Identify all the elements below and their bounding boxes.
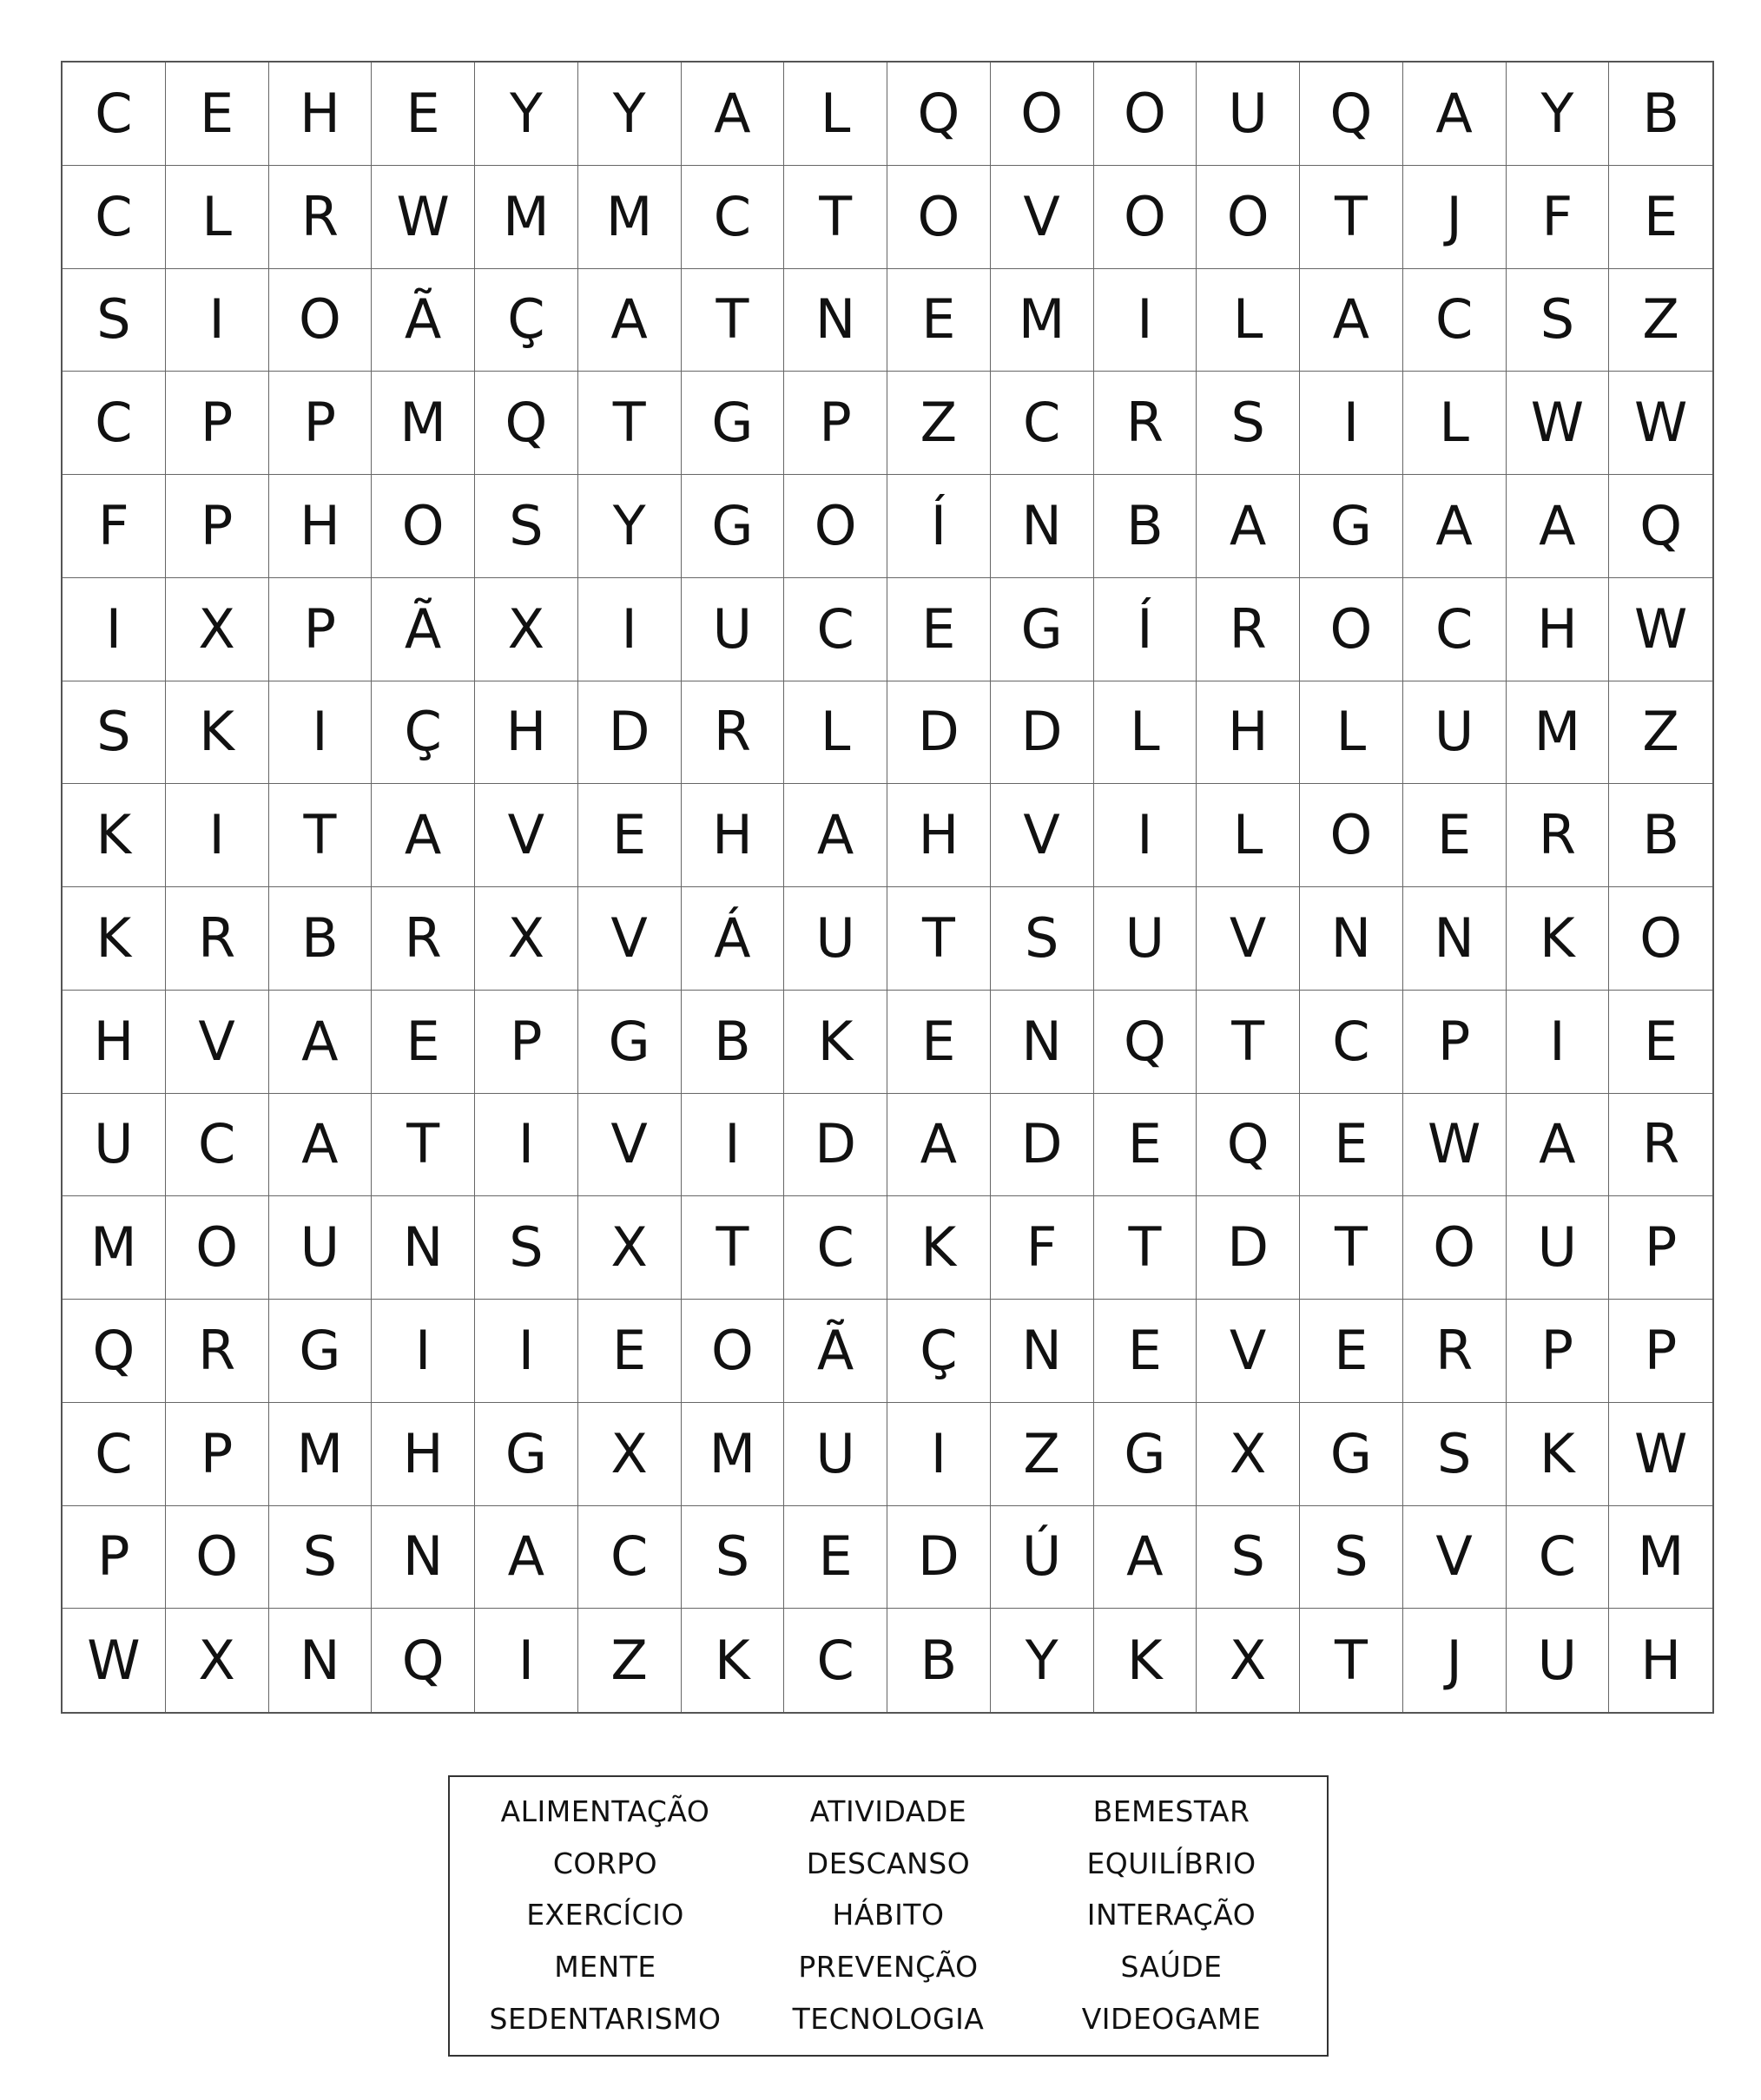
grid-cell[interactable]: Z	[991, 1403, 1094, 1506]
word-bank-item: HÁBITO	[832, 1898, 945, 1932]
grid-cell[interactable]: V	[578, 1094, 682, 1197]
grid-cell[interactable]: Ç	[372, 681, 475, 785]
grid-cell[interactable]: I	[372, 1300, 475, 1403]
grid-cell[interactable]: R	[372, 887, 475, 991]
grid-cell[interactable]: L	[1197, 269, 1300, 372]
grid-cell[interactable]: C	[1507, 1506, 1610, 1610]
grid-cell[interactable]: O	[1300, 578, 1403, 681]
grid-cell[interactable]: U	[1507, 1609, 1610, 1712]
grid-cell[interactable]: E	[784, 1506, 887, 1610]
grid-cell[interactable]: C	[578, 1506, 682, 1610]
grid-cell[interactable]: Y	[1507, 63, 1610, 166]
grid-cell[interactable]: E	[1094, 1094, 1197, 1197]
grid-cell[interactable]: M	[1507, 681, 1610, 785]
grid-cell[interactable]: L	[784, 681, 887, 785]
grid-cell[interactable]: T	[1300, 1609, 1403, 1712]
grid-cell[interactable]: D	[991, 681, 1094, 785]
grid-cell[interactable]: A	[269, 991, 373, 1094]
grid-cell[interactable]: H	[1507, 578, 1610, 681]
grid-cell[interactable]: X	[578, 1403, 682, 1506]
grid-cell[interactable]: Q	[1197, 1094, 1300, 1197]
grid-cell[interactable]: A	[475, 1506, 578, 1610]
grid-cell[interactable]: P	[63, 1506, 166, 1610]
grid-cell[interactable]: P	[269, 578, 373, 681]
grid-cell[interactable]: O	[372, 475, 475, 578]
grid-cell[interactable]: K	[1094, 1609, 1197, 1712]
grid-cell[interactable]: S	[475, 1196, 578, 1300]
grid-cell[interactable]: B	[1609, 63, 1712, 166]
grid-cell[interactable]: L	[1403, 372, 1507, 475]
grid-cell[interactable]: T	[578, 372, 682, 475]
grid-cell[interactable]: P	[166, 372, 269, 475]
grid-cell[interactable]: X	[166, 578, 269, 681]
grid-cell[interactable]: K	[1507, 887, 1610, 991]
grid-cell[interactable]: A	[578, 269, 682, 372]
grid-cell[interactable]: U	[1507, 1196, 1610, 1300]
grid-cell[interactable]: E	[372, 63, 475, 166]
grid-cell[interactable]: S	[682, 1506, 785, 1610]
grid-cell[interactable]: W	[1609, 578, 1712, 681]
grid-cell[interactable]: C	[63, 1403, 166, 1506]
grid-cell[interactable]: A	[784, 784, 887, 887]
word-bank-item: BEMESTAR	[1092, 1794, 1250, 1829]
grid-cell[interactable]: Y	[991, 1609, 1094, 1712]
grid-cell[interactable]: O	[1403, 1196, 1507, 1300]
grid-cell[interactable]: A	[1507, 1094, 1610, 1197]
letter-grid	[61, 61, 1714, 1714]
grid-cell[interactable]: Ã	[372, 578, 475, 681]
grid-cell[interactable]: Ã	[784, 1300, 887, 1403]
grid-cell[interactable]: N	[991, 991, 1094, 1094]
grid-cell[interactable]: Q	[63, 1300, 166, 1403]
grid-cell[interactable]: K	[63, 784, 166, 887]
grid-cell[interactable]: Q	[1609, 475, 1712, 578]
grid-cell[interactable]: R	[1094, 372, 1197, 475]
grid-cell[interactable]: O	[682, 1300, 785, 1403]
grid-cell[interactable]: U	[1403, 681, 1507, 785]
grid-cell[interactable]: Q	[475, 372, 578, 475]
grid-cell[interactable]: A	[269, 1094, 373, 1197]
word-bank-item: CORPO	[552, 1846, 658, 1880]
grid-cell[interactable]: C	[63, 166, 166, 269]
grid-cell[interactable]: F	[63, 475, 166, 578]
grid-cell[interactable]: M	[991, 269, 1094, 372]
grid-cell[interactable]: R	[1609, 1094, 1712, 1197]
grid-cell[interactable]: O	[1300, 784, 1403, 887]
grid-cell[interactable]: S	[1403, 1403, 1507, 1506]
grid-cell[interactable]: Q	[372, 1609, 475, 1712]
word-bank-item: SEDENTARISMO	[489, 2001, 722, 2036]
grid-cell[interactable]: S	[63, 681, 166, 785]
grid-cell[interactable]: U	[682, 578, 785, 681]
grid-cell[interactable]: P	[1403, 991, 1507, 1094]
word-bank-item: DESCANSO	[806, 1846, 971, 1880]
grid-cell[interactable]: K	[63, 887, 166, 991]
grid-cell[interactable]: M	[682, 1403, 785, 1506]
grid-cell[interactable]: H	[475, 681, 578, 785]
grid-cell[interactable]: D	[784, 1094, 887, 1197]
grid-cell[interactable]: A	[1403, 63, 1507, 166]
grid-cell[interactable]: R	[1507, 784, 1610, 887]
grid-cell[interactable]: G	[269, 1300, 373, 1403]
grid-cell[interactable]: J	[1403, 166, 1507, 269]
grid-cell[interactable]: Z	[887, 372, 991, 475]
grid-cell[interactable]: C	[784, 1196, 887, 1300]
grid-cell[interactable]: Ç	[475, 269, 578, 372]
grid-cell[interactable]: U	[269, 1196, 373, 1300]
grid-cell[interactable]: I	[887, 1403, 991, 1506]
grid-cell[interactable]: C	[1300, 991, 1403, 1094]
word-bank-item: INTERAÇÃO	[1086, 1898, 1256, 1932]
grid-cell[interactable]: R	[166, 887, 269, 991]
grid-cell[interactable]: E	[1300, 1094, 1403, 1197]
grid-cell[interactable]: T	[372, 1094, 475, 1197]
grid-cell[interactable]: Q	[1094, 991, 1197, 1094]
grid-cell[interactable]: D	[887, 681, 991, 785]
grid-cell[interactable]: B	[269, 887, 373, 991]
grid-cell[interactable]: G	[1300, 475, 1403, 578]
grid-cell[interactable]: O	[1094, 166, 1197, 269]
grid-cell[interactable]: S	[1197, 372, 1300, 475]
grid-cell[interactable]: S	[1197, 1506, 1300, 1610]
grid-cell[interactable]: Ú	[991, 1506, 1094, 1610]
grid-cell[interactable]: O	[166, 1506, 269, 1610]
grid-cell[interactable]: G	[682, 475, 785, 578]
grid-cell[interactable]: N	[1403, 887, 1507, 991]
grid-cell[interactable]: N	[991, 1300, 1094, 1403]
grid-cell[interactable]: U	[63, 1094, 166, 1197]
grid-cell[interactable]: S	[63, 269, 166, 372]
grid-cell[interactable]: W	[1507, 372, 1610, 475]
grid-cell[interactable]: G	[475, 1403, 578, 1506]
grid-cell[interactable]: V	[991, 784, 1094, 887]
grid-cell[interactable]: F	[991, 1196, 1094, 1300]
grid-cell[interactable]: W	[1609, 1403, 1712, 1506]
grid-cell[interactable]: V	[991, 166, 1094, 269]
grid-cell[interactable]: O	[1609, 887, 1712, 991]
grid-cell[interactable]: X	[166, 1609, 269, 1712]
grid-cell[interactable]: E	[372, 991, 475, 1094]
word-bank-item: VIDEOGAME	[1081, 2001, 1262, 2036]
grid-cell[interactable]: P	[269, 372, 373, 475]
grid-cell[interactable]: Y	[578, 475, 682, 578]
word-bank-item: PREVENÇÃO	[798, 1950, 979, 1985]
grid-cell[interactable]: O	[1094, 63, 1197, 166]
grid-cell[interactable]: I	[269, 681, 373, 785]
grid-cell[interactable]: E	[1609, 166, 1712, 269]
grid-cell[interactable]: C	[784, 1609, 887, 1712]
grid-cell[interactable]: A	[1300, 269, 1403, 372]
grid-cell[interactable]: I	[578, 578, 682, 681]
grid-cell[interactable]: E	[1094, 1300, 1197, 1403]
grid-cell[interactable]: P	[166, 475, 269, 578]
grid-cell[interactable]: Y	[475, 63, 578, 166]
grid-cell[interactable]: H	[63, 991, 166, 1094]
grid-cell[interactable]: W	[1609, 372, 1712, 475]
grid-cell[interactable]: L	[1300, 681, 1403, 785]
grid-cell[interactable]: C	[63, 372, 166, 475]
grid-cell[interactable]: P	[784, 372, 887, 475]
grid-cell[interactable]: X	[578, 1196, 682, 1300]
grid-cell[interactable]: O	[269, 269, 373, 372]
grid-cell[interactable]: E	[1300, 1300, 1403, 1403]
grid-cell[interactable]: A	[1507, 475, 1610, 578]
grid-cell[interactable]: S	[991, 887, 1094, 991]
grid-cell[interactable]: S	[1507, 269, 1610, 372]
grid-cell[interactable]: N	[372, 1196, 475, 1300]
grid-cell[interactable]: R	[269, 166, 373, 269]
grid-cell[interactable]: B	[887, 1609, 991, 1712]
grid-cell[interactable]: P	[1609, 1300, 1712, 1403]
grid-cell[interactable]: H	[682, 784, 785, 887]
grid-cell[interactable]: H	[269, 475, 373, 578]
grid-cell[interactable]: N	[372, 1506, 475, 1610]
grid-cell[interactable]: T	[784, 166, 887, 269]
grid-cell[interactable]: N	[269, 1609, 373, 1712]
grid-cell[interactable]: E	[166, 63, 269, 166]
grid-cell[interactable]: D	[991, 1094, 1094, 1197]
grid-cell[interactable]: F	[1507, 166, 1610, 269]
word-bank-item: ATIVIDADE	[809, 1794, 967, 1829]
grid-cell[interactable]: D	[1197, 1196, 1300, 1300]
word-bank-item: SAÚDE	[1120, 1950, 1223, 1985]
grid-cell[interactable]: V	[1197, 1300, 1300, 1403]
grid-cell[interactable]: T	[682, 269, 785, 372]
grid-cell[interactable]: E	[1403, 784, 1507, 887]
grid-cell[interactable]: I	[1507, 991, 1610, 1094]
grid-cell[interactable]: B	[1094, 475, 1197, 578]
grid-cell[interactable]: R	[1197, 578, 1300, 681]
grid-cell[interactable]: V	[1403, 1506, 1507, 1610]
grid-cell[interactable]: E	[578, 784, 682, 887]
grid-cell[interactable]: G	[1094, 1403, 1197, 1506]
grid-cell[interactable]: H	[1640, 1628, 1681, 1692]
grid-cell[interactable]: A	[1403, 475, 1507, 578]
grid-cell[interactable]: M	[269, 1403, 373, 1506]
grid-cell[interactable]: C	[682, 166, 785, 269]
grid-cell[interactable]: I	[63, 578, 166, 681]
grid-cell[interactable]: N	[784, 269, 887, 372]
grid-cell[interactable]: Q	[1300, 63, 1403, 166]
grid-cell[interactable]: Á	[682, 887, 785, 991]
grid-cell[interactable]: U	[1094, 887, 1197, 991]
grid-cell[interactable]: R	[1403, 1300, 1507, 1403]
grid-cell[interactable]: S	[1300, 1506, 1403, 1610]
grid-cell[interactable]: G	[578, 991, 682, 1094]
grid-cell[interactable]: N	[1300, 887, 1403, 991]
grid-cell[interactable]: I	[1094, 784, 1197, 887]
grid-cell[interactable]: U	[1197, 63, 1300, 166]
grid-cell[interactable]: H	[372, 1403, 475, 1506]
grid-cell[interactable]: O	[166, 1196, 269, 1300]
grid-cell[interactable]: W	[63, 1609, 166, 1712]
grid-cell[interactable]: T	[682, 1196, 785, 1300]
grid-cell[interactable]: T	[269, 784, 373, 887]
grid-cell[interactable]: O	[991, 63, 1094, 166]
word-bank	[448, 1775, 1329, 2057]
grid-cell[interactable]: I	[475, 1094, 578, 1197]
grid-cell[interactable]: M	[1609, 1506, 1712, 1610]
grid-cell[interactable]: R	[682, 681, 785, 785]
grid-cell[interactable]: V	[475, 784, 578, 887]
grid-cell[interactable]: E	[578, 1300, 682, 1403]
grid-cell[interactable]: P	[166, 1403, 269, 1506]
grid-cell[interactable]: O	[1197, 166, 1300, 269]
grid-cell[interactable]: Ç	[887, 1300, 991, 1403]
grid-cell[interactable]: T	[1300, 166, 1403, 269]
grid-cell[interactable]: M	[578, 166, 682, 269]
grid-cell[interactable]: E	[1609, 991, 1712, 1094]
word-bank-item: EXERCÍCIO	[526, 1898, 684, 1932]
grid-cell[interactable]: T	[1300, 1196, 1403, 1300]
grid-cell[interactable]: X	[475, 578, 578, 681]
grid-cell[interactable]: A	[682, 63, 785, 166]
grid-cell[interactable]: Z	[578, 1609, 682, 1712]
grid-cell[interactable]: M	[475, 166, 578, 269]
grid-cell[interactable]: T	[1094, 1196, 1197, 1300]
grid-cell[interactable]: V	[166, 991, 269, 1094]
grid-cell[interactable]: A	[1094, 1506, 1197, 1610]
grid-cell[interactable]: W	[1403, 1094, 1507, 1197]
grid-cell[interactable]: I	[475, 1609, 578, 1712]
grid-cell[interactable]: Í	[887, 475, 991, 578]
word-bank-item: MENTE	[554, 1950, 656, 1985]
grid-cell[interactable]: K	[682, 1609, 785, 1712]
grid-cell[interactable]: H	[1197, 681, 1300, 785]
grid-cell[interactable]: T	[1197, 991, 1300, 1094]
grid-cell[interactable]: W	[372, 166, 475, 269]
grid-cell[interactable]: E	[887, 578, 991, 681]
grid-cell[interactable]: U	[784, 1403, 887, 1506]
grid-cell[interactable]: X	[1197, 1609, 1300, 1712]
grid-cell[interactable]: G	[682, 372, 785, 475]
grid-cell[interactable]: M	[372, 372, 475, 475]
grid-cell[interactable]: S	[269, 1506, 373, 1610]
grid-cell[interactable]: P	[1609, 1196, 1712, 1300]
grid-cell[interactable]: D	[578, 681, 682, 785]
grid-cell[interactable]: H	[269, 63, 373, 166]
grid-cell[interactable]: B	[682, 991, 785, 1094]
grid-cell[interactable]: V	[578, 887, 682, 991]
grid-cell[interactable]: E	[887, 269, 991, 372]
grid-cell[interactable]: K	[166, 681, 269, 785]
grid-cell[interactable]: X	[1197, 1403, 1300, 1506]
grid-cell[interactable]: O	[784, 475, 887, 578]
grid-cell[interactable]: I	[166, 784, 269, 887]
grid-cell[interactable]: G	[991, 578, 1094, 681]
grid-cell[interactable]: L	[784, 63, 887, 166]
grid-cell[interactable]: O	[887, 166, 991, 269]
grid-cell[interactable]: G	[1300, 1403, 1403, 1506]
grid-cell[interactable]: C	[1403, 578, 1507, 681]
grid-cell[interactable]: H	[887, 784, 991, 887]
grid-cell[interactable]: P	[1507, 1300, 1610, 1403]
grid-cell[interactable]: Ã	[372, 269, 475, 372]
grid-cell[interactable]: P	[475, 991, 578, 1094]
word-bank-item: TECNOLOGIA	[792, 2001, 985, 2036]
grid-cell[interactable]: X	[475, 887, 578, 991]
grid-cell[interactable]: I	[1300, 372, 1403, 475]
grid-cell[interactable]: L	[1197, 784, 1300, 887]
grid-cell[interactable]: R	[166, 1300, 269, 1403]
grid-cell[interactable]: N	[991, 475, 1094, 578]
grid-cell[interactable]: I	[166, 269, 269, 372]
grid-cell[interactable]: C	[1403, 269, 1507, 372]
grid-cell[interactable]: A	[1197, 475, 1300, 578]
word-bank-item: EQUILÍBRIO	[1086, 1846, 1256, 1880]
grid-cell[interactable]: A	[887, 1094, 991, 1197]
grid-cell[interactable]: U	[784, 887, 887, 991]
grid-cell[interactable]: I	[475, 1300, 578, 1403]
grid-cell[interactable]: Í	[1094, 578, 1197, 681]
grid-cell[interactable]: B	[1609, 784, 1712, 887]
grid-cell[interactable]: V	[1197, 887, 1300, 991]
grid-cell[interactable]: M	[63, 1196, 166, 1300]
grid-cell[interactable]: Z	[1609, 681, 1712, 785]
grid-cell[interactable]: D	[887, 1506, 991, 1610]
grid-cell[interactable]: I	[1094, 269, 1197, 372]
grid-cell[interactable]: L	[1094, 681, 1197, 785]
grid-cell[interactable]: K	[784, 991, 887, 1094]
grid-cell[interactable]: K	[1507, 1403, 1610, 1506]
grid-cell[interactable]: J	[1403, 1609, 1507, 1712]
grid-cell[interactable]: C	[63, 63, 166, 166]
grid-cell[interactable]: T	[887, 887, 991, 991]
grid-cell[interactable]: C	[784, 578, 887, 681]
grid-cell[interactable]: S	[475, 475, 578, 578]
grid-cell[interactable]: K	[887, 1196, 991, 1300]
grid-cell[interactable]: Q	[887, 63, 991, 166]
grid-cell[interactable]: A	[372, 784, 475, 887]
grid-cell[interactable]: L	[166, 166, 269, 269]
grid-cell[interactable]: Z	[1609, 269, 1712, 372]
grid-cell[interactable]: C	[991, 372, 1094, 475]
grid-cell[interactable]: C	[166, 1094, 269, 1197]
grid-cell[interactable]: I	[682, 1094, 785, 1197]
grid-cell[interactable]: Y	[578, 63, 682, 166]
word-bank-item: ALIMENTAÇÃO	[500, 1794, 710, 1829]
grid-cell[interactable]: E	[887, 991, 991, 1094]
